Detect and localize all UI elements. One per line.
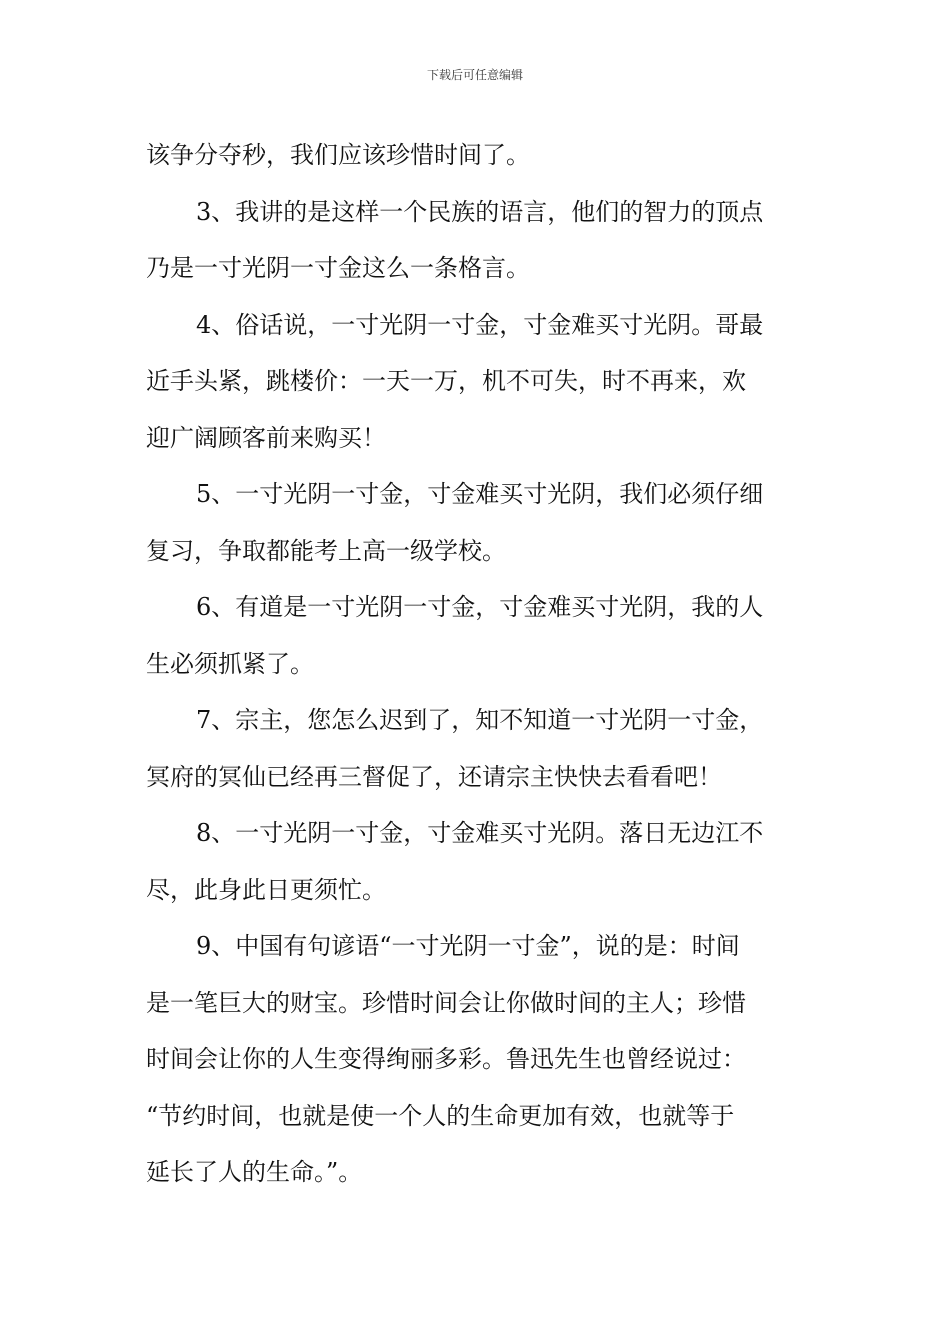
paragraph-line: 时间会让你的人生变得绚丽多彩。鲁迅先生也曾经说过：	[146, 1045, 746, 1073]
paragraph-line: 生必须抓紧了。	[146, 649, 314, 678]
paragraph-line: 该争分夺秒，我们应该珍惜时间了。	[146, 141, 530, 169]
paragraph-line: 4、俗话说，一寸光阴一寸金，寸金难买寸光阴。哥最	[196, 310, 764, 339]
paragraph	[146, 466, 806, 579]
paragraph	[146, 127, 806, 184]
paragraph-line: 是一笔巨大的财宝。珍惜时间会让你做时间的主人；珍惜	[146, 988, 746, 1017]
paragraph-line: 7、宗主，您怎么迟到了，知不知道一寸光阴一寸金，	[196, 706, 764, 734]
paragraph-line: 复习，争取都能考上高一级学校。	[146, 536, 506, 565]
paragraph-line: 延长了人的生命。”。	[146, 1158, 363, 1186]
paragraph-line: 6、有道是一寸光阴一寸金，寸金难买寸光阴，我的人	[196, 593, 764, 621]
paragraph	[146, 579, 806, 692]
paragraph-line: 近手头紧，跳楼价：一天一万，机不可失，时不再来，欢	[146, 367, 746, 395]
paragraph-line: 迎广阔顾客前来购买！	[146, 423, 386, 452]
paragraph	[146, 918, 806, 1201]
paragraph	[146, 184, 806, 297]
paragraph	[146, 805, 806, 918]
paragraph-line: 乃是一寸光阴一寸金这么一条格言。	[146, 254, 530, 282]
document-body	[146, 127, 806, 1201]
page-header-note: 下载后可任意编辑	[426, 68, 523, 82]
paragraph	[146, 692, 806, 805]
paragraph-line: 冥府的冥仙已经再三督促了，还请宗主快快去看看吧！	[146, 762, 722, 791]
paragraph	[146, 297, 806, 467]
paragraph-line: 5、一寸光阴一寸金，寸金难买寸光阴，我们必须仔细	[196, 480, 764, 508]
paragraph-line: 3、我讲的是这样一个民族的语言，他们的智力的顶点	[196, 197, 764, 226]
paragraph-line: 9、中国有句谚语“一寸光阴一寸金”，说的是：时间	[196, 932, 740, 960]
paragraph-line: 尽，此身此日更须忙。	[146, 875, 386, 904]
paragraph-line: 8、一寸光阴一寸金，寸金难买寸光阴。落日无边江不	[196, 819, 764, 847]
paragraph-line: “节约时间，也就是使一个人的生命更加有效，也就等于	[146, 1101, 735, 1130]
